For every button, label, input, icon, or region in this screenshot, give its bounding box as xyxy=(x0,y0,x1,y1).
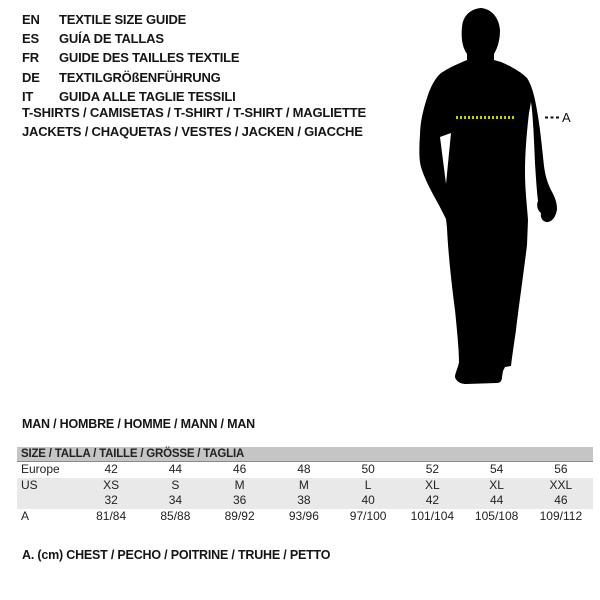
garment-categories xyxy=(22,103,366,141)
table-cell: S xyxy=(171,477,180,492)
table-cell: 46 xyxy=(232,462,247,476)
table-cell: 44 xyxy=(168,462,183,476)
male-silhouette xyxy=(400,0,585,400)
table-cell: 36 xyxy=(232,493,247,507)
table-cell: 46 xyxy=(554,493,568,507)
silhouette-body xyxy=(419,8,557,384)
row-label xyxy=(17,493,79,509)
table-cell: 34 xyxy=(168,493,183,507)
table-row-numeric xyxy=(17,493,593,509)
table-row-us xyxy=(17,478,593,494)
measurement-footnote: A. (cm) CHEST / PECHO / POITRINE / TRUHE / PETTO xyxy=(22,548,331,562)
language-list xyxy=(22,10,239,106)
row-label: US xyxy=(21,477,38,492)
table-cell: XXL xyxy=(549,477,573,492)
language-code: FR xyxy=(22,50,39,66)
row-label: Europe xyxy=(21,462,60,476)
language-row xyxy=(22,29,239,48)
table-row-chest-cm xyxy=(17,509,593,525)
table-cell: M xyxy=(234,477,245,492)
table-cell: 85/88 xyxy=(160,508,191,523)
table-cell: XL xyxy=(489,477,504,492)
table-cell: 50 xyxy=(361,462,375,476)
table-cell: 42 xyxy=(425,493,440,507)
table-cell: L xyxy=(364,477,372,492)
size-table-header: SIZE / TALLA / TAILLE / GRÖSSE / TAGLIA xyxy=(17,447,593,462)
table-row-europe xyxy=(17,462,593,478)
table-cell: 97/100 xyxy=(349,508,387,523)
table-cell: 32 xyxy=(104,493,118,507)
size-table xyxy=(17,447,593,524)
language-code: DE xyxy=(22,69,40,85)
table-cell: 105/108 xyxy=(474,508,519,523)
table-cell: 48 xyxy=(297,462,311,476)
language-code: ES xyxy=(22,31,39,47)
table-cell: XL xyxy=(425,477,440,492)
language-row xyxy=(22,10,239,29)
language-code: EN xyxy=(22,12,40,27)
language-text: TEXTILGRÖßENFÜHRUNG xyxy=(59,69,221,85)
language-row xyxy=(22,48,239,67)
language-row xyxy=(22,68,239,87)
measure-label-a: A xyxy=(562,110,571,125)
table-cell: 93/96 xyxy=(288,508,319,523)
row-label: A xyxy=(21,508,30,523)
language-text: TEXTILE SIZE GUIDE xyxy=(59,12,187,27)
language-text: GUIDA ALLE TAGLIE TESSILI xyxy=(59,88,236,104)
table-cell: 40 xyxy=(361,493,375,507)
table-cell: 54 xyxy=(489,462,504,476)
table-cell: 52 xyxy=(425,462,440,476)
language-text: GUÍA DE TALLAS xyxy=(59,31,164,47)
table-cell: 101/104 xyxy=(410,508,455,523)
category-line-jackets: JACKETS / CHAQUETAS / VESTES / JACKEN / GIACCHE xyxy=(22,124,363,140)
table-cell: M xyxy=(298,477,309,492)
table-cell: XS xyxy=(103,477,120,492)
table-cell: 38 xyxy=(297,493,311,507)
table-cell: 109/112 xyxy=(539,508,583,523)
table-cell: 44 xyxy=(489,493,504,507)
table-cell: 56 xyxy=(554,462,568,476)
table-cell: 42 xyxy=(104,462,118,476)
language-code: IT xyxy=(22,88,34,104)
language-text: GUIDE DES TAILLES TEXTILE xyxy=(59,50,240,66)
table-cell: 81/84 xyxy=(96,508,127,523)
category-line-tshirts: T-SHIRTS / CAMISETAS / T-SHIRT / T-SHIRT / MAGLIETTE xyxy=(22,105,366,120)
section-title-man: MAN / HOMBRE / HOMME / MANN / MAN xyxy=(22,417,255,431)
table-cell: 89/92 xyxy=(224,508,255,523)
